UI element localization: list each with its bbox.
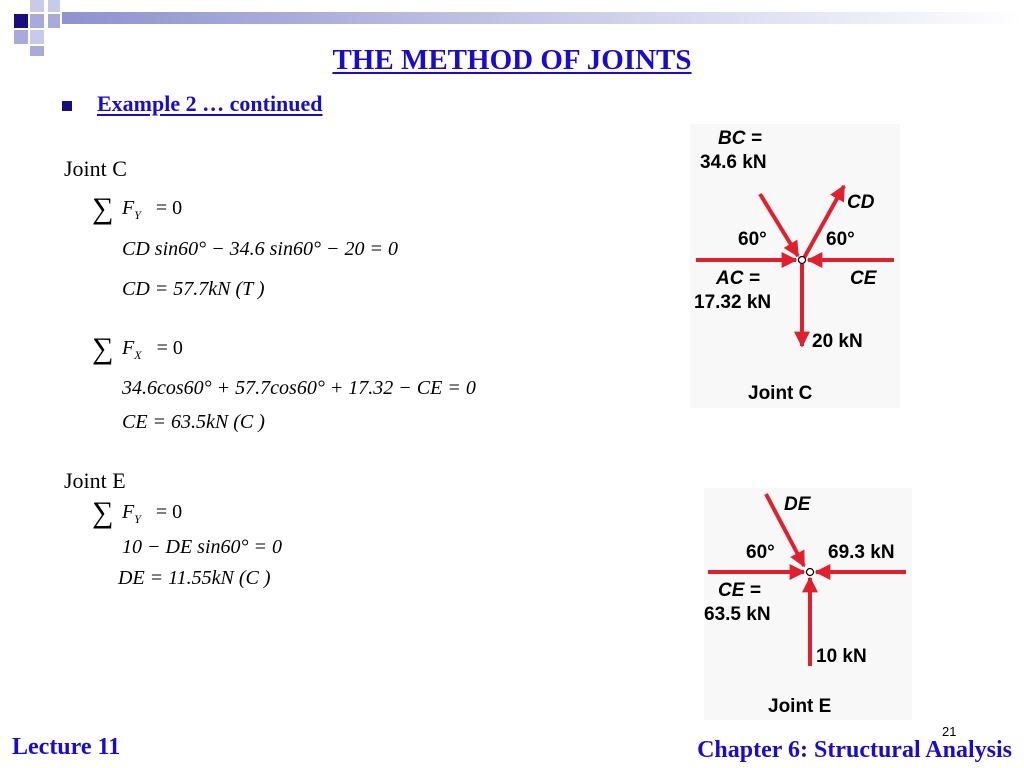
bc-value: 34.6 kN xyxy=(700,152,767,173)
joint-e-heading: Joint E xyxy=(64,468,126,493)
bc-label: BC = xyxy=(718,128,762,149)
ce-label: CE xyxy=(850,268,877,289)
load-20kn-label: 20 kN xyxy=(812,331,863,352)
bullet-square-icon xyxy=(62,101,72,111)
angle-right-label: 60° xyxy=(826,229,855,250)
sigma-icon: ∑ xyxy=(92,332,114,365)
footer-chapter: Chapter 6: Structural Analysis xyxy=(697,737,1012,763)
joint-c-heading: Joint C xyxy=(64,156,127,181)
joint-c-equation-1: CD sin60° − 34.6 sin60° − 20 = 0 xyxy=(122,238,398,260)
joint-e-node xyxy=(807,569,814,576)
angle-label: 60° xyxy=(746,542,775,563)
page-title: THE METHOD OF JOINTS xyxy=(332,44,692,76)
joint-c-equation-2: 34.6cos60° + 57.7cos60° + 17.32 − CE = 0 xyxy=(122,377,476,399)
sigma-icon: ∑ xyxy=(92,496,114,529)
angle-left-label: 60° xyxy=(738,229,767,250)
ac-label: AC = xyxy=(716,268,760,289)
joint-c-diagram xyxy=(690,124,900,408)
ce-label: CE = xyxy=(718,580,761,601)
joint-e-diagram xyxy=(704,488,912,720)
joint-e-caption: Joint E xyxy=(768,696,832,717)
joint-c-result-ce: CE = 63.5kN (C ) xyxy=(122,411,265,433)
joint-c-node xyxy=(799,257,806,264)
ce-value: 63.5 kN xyxy=(704,604,771,625)
sum-fx-c: $F_X = 0$ xyxy=(122,337,183,362)
joint-c-result-cd: CD = 57.7kN (T ) xyxy=(122,278,265,300)
de-label: DE xyxy=(784,494,811,515)
ac-value: 17.32 kN xyxy=(694,292,772,313)
joint-c-caption: Joint C xyxy=(748,383,813,404)
subtitle: Example 2 … continued xyxy=(97,91,323,116)
sigma-icon: ∑ xyxy=(92,192,114,225)
footer-lecture: Lecture 11 xyxy=(12,734,121,760)
joint-e-result-de: DE = 11.55kN (C ) xyxy=(118,567,271,589)
load-10kn-label: 10 kN xyxy=(816,646,867,667)
cd-label: CD xyxy=(847,192,875,213)
sum-fy-c: $F_Y = 0$ xyxy=(122,197,183,222)
sum-fy-e: $F_Y = 0$ xyxy=(122,501,183,526)
force-69kn-label: 69.3 kN xyxy=(828,542,895,563)
joint-e-equation-1: 10 − DE sin60° = 0 xyxy=(122,536,282,558)
page-number: 21 xyxy=(942,724,957,739)
